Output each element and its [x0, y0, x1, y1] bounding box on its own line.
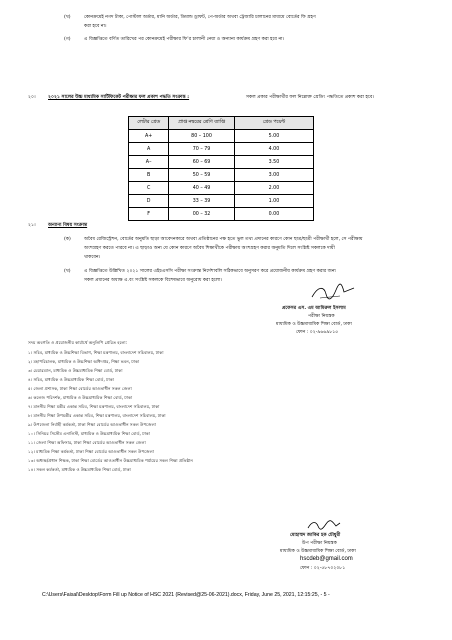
table-cell: A [129, 143, 169, 156]
table-cell: 70 – 79 [169, 143, 235, 156]
table-cell: 4.00 [234, 143, 313, 156]
signatory-name: মোহাম্মদ জাকির হক চৌধুরী [290, 533, 341, 538]
list-item: ৪। সচিব, মাধ্যমিক ও উচ্চমাধ্যমিক শিক্ষা বোর্ড, ঢাকা [28, 377, 114, 382]
list-item: ৫। জেলা প্রশাসক, ঢাকা শিক্ষা বোর্ডের আওতাধীন সকল জেলা [28, 386, 132, 391]
section-heading: অন্যান্য বিষয় সংক্রান্ত [48, 223, 88, 228]
table-cell: 33 – 39 [169, 195, 235, 208]
list-item: ৩। চেয়ারম্যান, মাধ্যমিক ও উচ্চমাধ্যমিক শিক্ষা বোর্ড, ঢাকা [28, 368, 123, 373]
table-row [129, 169, 314, 182]
signature-image [310, 282, 356, 302]
document-footer: C:\Users\Faisal\Desktop\Form Fill up Notice of HSC 2021 (Revised@25-06-2021).docx, Friday, June 25, 2021, 12:15:25, - 5 - [42, 592, 330, 598]
table-cell: A+ [129, 130, 169, 143]
distribution-intro: সদয় অবগতি ও প্রয়োজনীয় কার্যার্থে অনুলিপি প্রেরিত হলো: [28, 340, 128, 345]
table-cell: 3.00 [234, 169, 313, 182]
table-cell: 00 – 32 [169, 208, 235, 221]
table-cell: C [129, 182, 169, 195]
table-row [129, 195, 314, 208]
table-cell: 50 – 59 [169, 169, 235, 182]
table-row [129, 143, 314, 156]
list-item: ১৩। অধ্যক্ষ/প্রধান শিক্ষক, ঢাকা শিক্ষা বোর্ডের আওতাধীন উচ্চমাধ্যমিক পর্যায়ের সকল শিক্ষা প্রতিষ্ঠান [28, 458, 193, 463]
paragraph-line: সকল প্রকার পরীক্ষার্থীর ফল নিম্নোক্ত গ্রেডিং পদ্ধতিতে প্রকাশ করা হবে। [246, 95, 374, 100]
list-item: ১। সচিব, মাধ্যমিক ও উচ্চশিক্ষা বিভাগ, শিক্ষা মন্ত্রণালয়, বাংলাদেশ সচিবালয়, ঢাকা [28, 350, 164, 355]
signatory-title: উপ পরীক্ষা নিয়ন্ত্রক [302, 541, 337, 546]
list-item: ২। মহাপরিচালক, মাধ্যমিক ও উচ্চশিক্ষা অধিদপ্তর, শিক্ষা ভবন, ঢাকা [28, 359, 140, 364]
signatory-name: প্রফেসর এস. এম আমিরুল ইসলাম [282, 306, 346, 311]
table-row [129, 156, 314, 169]
list-item: ১০। সিনিয়র সিস্টেম এনালিস্ট, মাধ্যমিক ও উচ্চমাধ্যমিক শিক্ষা বোর্ড, ঢাকা [28, 431, 150, 436]
table-cell: 1.00 [234, 195, 313, 208]
list-item: ১৪। সকল কর্মকর্তা, মাধ্যমিক ও উচ্চমাধ্যমিক শিক্ষা বোর্ড, ঢাকা [28, 467, 131, 472]
paragraph-line: এ বিজ্ঞপ্তিতে উল্লিখিত ২০২১ সালের এইচএসসি পরীক্ষা সংক্রান্ত নির্দেশাবলি সঠিকভাবে অনুসরণ করে প্রয়োজনীয় কার্যক্রম গ্রহণ করার জন্য [84, 269, 336, 274]
table-cell: 60 – 69 [169, 156, 235, 169]
table-cell: 40 – 49 [169, 182, 235, 195]
paragraph-line: অংশগ্রহণ করতে পারবে না। এ ছাড়াও অন্য যে কোন কারণে অবৈধ শিক্ষার্থীকে পরীক্ষায় অংশগ্রহণ করার অনুমতি দিলে সংশ্লিষ্ট সকলকে দায়ী [84, 246, 335, 251]
item-marker: (খ) [64, 269, 71, 274]
table-cell: 2.00 [234, 182, 313, 195]
list-item: ১২। মাধ্যমিক শিক্ষা কর্মকর্তা, ঢাকা শিক্ষা বোর্ডের আওতাধীন সকল উপজেলা [28, 449, 154, 454]
table-cell: 80 – 100 [169, 130, 235, 143]
section-heading: ২০২১ সালের উচ্চ মাধ্যমিক সার্টিফিকেট পরীক্ষার ফল প্রকাশ পদ্ধতি সংক্রান্ত : [48, 95, 190, 100]
section-number: ২০। [28, 95, 36, 100]
paragraph-line: এ বিজ্ঞপ্তিতে বর্ণিত তারিখের পর কোনক্রমেই পরীক্ষার ফি’র চালানী নেয়া ও অন্যান্য কার্যক্রম গ্রহণ করা হবে না। [84, 37, 285, 42]
signature-image [306, 518, 342, 532]
list-item: ৮। মাননীয় শিক্ষা উপমন্ত্রীর একান্ত সচিব, শিক্ষা মন্ত্রণালয়, বাংলাদেশ সচিবালয়, ঢাকা [28, 413, 166, 418]
table-cell: 5.00 [234, 130, 313, 143]
grading-table [128, 116, 314, 221]
table-cell: F [129, 208, 169, 221]
item-marker: (খ) [64, 15, 71, 20]
signatory-phone: ফোন : ০২-৫৮৭০২০৮১ [300, 566, 346, 571]
item-marker: (ক) [64, 237, 71, 242]
table-cell: A– [129, 156, 169, 169]
signatory-org: মাধ্যমিক ও উচ্চমাধ্যমিক শিক্ষা বোর্ড, ঢাকা [276, 322, 352, 327]
item-marker: (গ) [64, 37, 71, 42]
table-cell: B [129, 169, 169, 182]
table-cell: 0.00 [234, 208, 313, 221]
paragraph-line: অবৈধ রেজিস্ট্রেশন, বোর্ডের অনুমতি ছাড়া আবেদনকারে অথবা প্রতিষ্ঠানের পক্ষ হতে ভুল তথ্য প্রদানের কারণে কোন ছাত্র/ছাত্রী পরীক্ষার্থী হলে, সে পরীক্ষায় [84, 237, 363, 242]
list-item: ৭। মাননীয় শিক্ষা মন্ত্রীর একান্ত সচিব, শিক্ষা মন্ত্রণালয়, বাংলাদেশ সচিবালয়, ঢাকা [28, 404, 160, 409]
table-header-cell: গ্রেড পয়েন্ট [234, 117, 313, 130]
table-cell: D [129, 195, 169, 208]
section-number: ২১। [28, 223, 36, 228]
signatory-title: পরীক্ষা নিয়ন্ত্রক [308, 314, 335, 319]
list-item: ৬। কলেজ পরিদর্শক, মাধ্যমিক ও উচ্চমাধ্যমিক শিক্ষা বোর্ড, ঢাকা [28, 395, 133, 400]
table-header-cell: লেটার গ্রেড [129, 117, 169, 130]
paragraph-line: কোনক্রমেই নগদ টাকা, পোস্টাল অর্ডার, মানি অর্ডার, ডিমান্ড ড্রাফট, পে-অর্ডার অথবা ট্রেজারি চালানের মাধ্যমে বোর্ডের ফি গ্রহণ [84, 15, 316, 20]
signatory-phone: ফোন : ০২-৯৬৬৯৮১৫ [296, 330, 339, 335]
table-header-cell: প্রাপ্ত নম্বরের শ্রেণি ব্যাপ্তি [169, 117, 235, 130]
list-item: ৯। উপজেলা নির্বাহী কর্মকর্তা, ঢাকা শিক্ষা বোর্ডের আওতাধীন সকল উপজেলা [28, 422, 156, 427]
signatory-org: মাধ্যমিক ও উচ্চমাধ্যমিক শিক্ষা বোর্ড, ঢাকা [280, 549, 356, 554]
signatory-email: hscdeb@gmail.com [300, 556, 353, 562]
paragraph-line: সকল প্রধানের অধ্যক্ষ এ.বং সংশ্লিষ্ট সকলকে বিশেষভাবে অনুরোধ করা হলো। [84, 278, 223, 283]
paragraph-line: থাকবেন। [84, 255, 101, 260]
table-cell: 3.50 [234, 156, 313, 169]
table-row [129, 130, 314, 143]
table-header-row [129, 117, 314, 130]
table-row [129, 182, 314, 195]
list-item: ১১। জেলা শিক্ষা অফিসার, ঢাকা শিক্ষা বোর্ডের আওতাধীন সকল জেলা [28, 440, 146, 445]
table-row [129, 208, 314, 221]
paragraph-line: করা হবে না। [84, 24, 107, 29]
